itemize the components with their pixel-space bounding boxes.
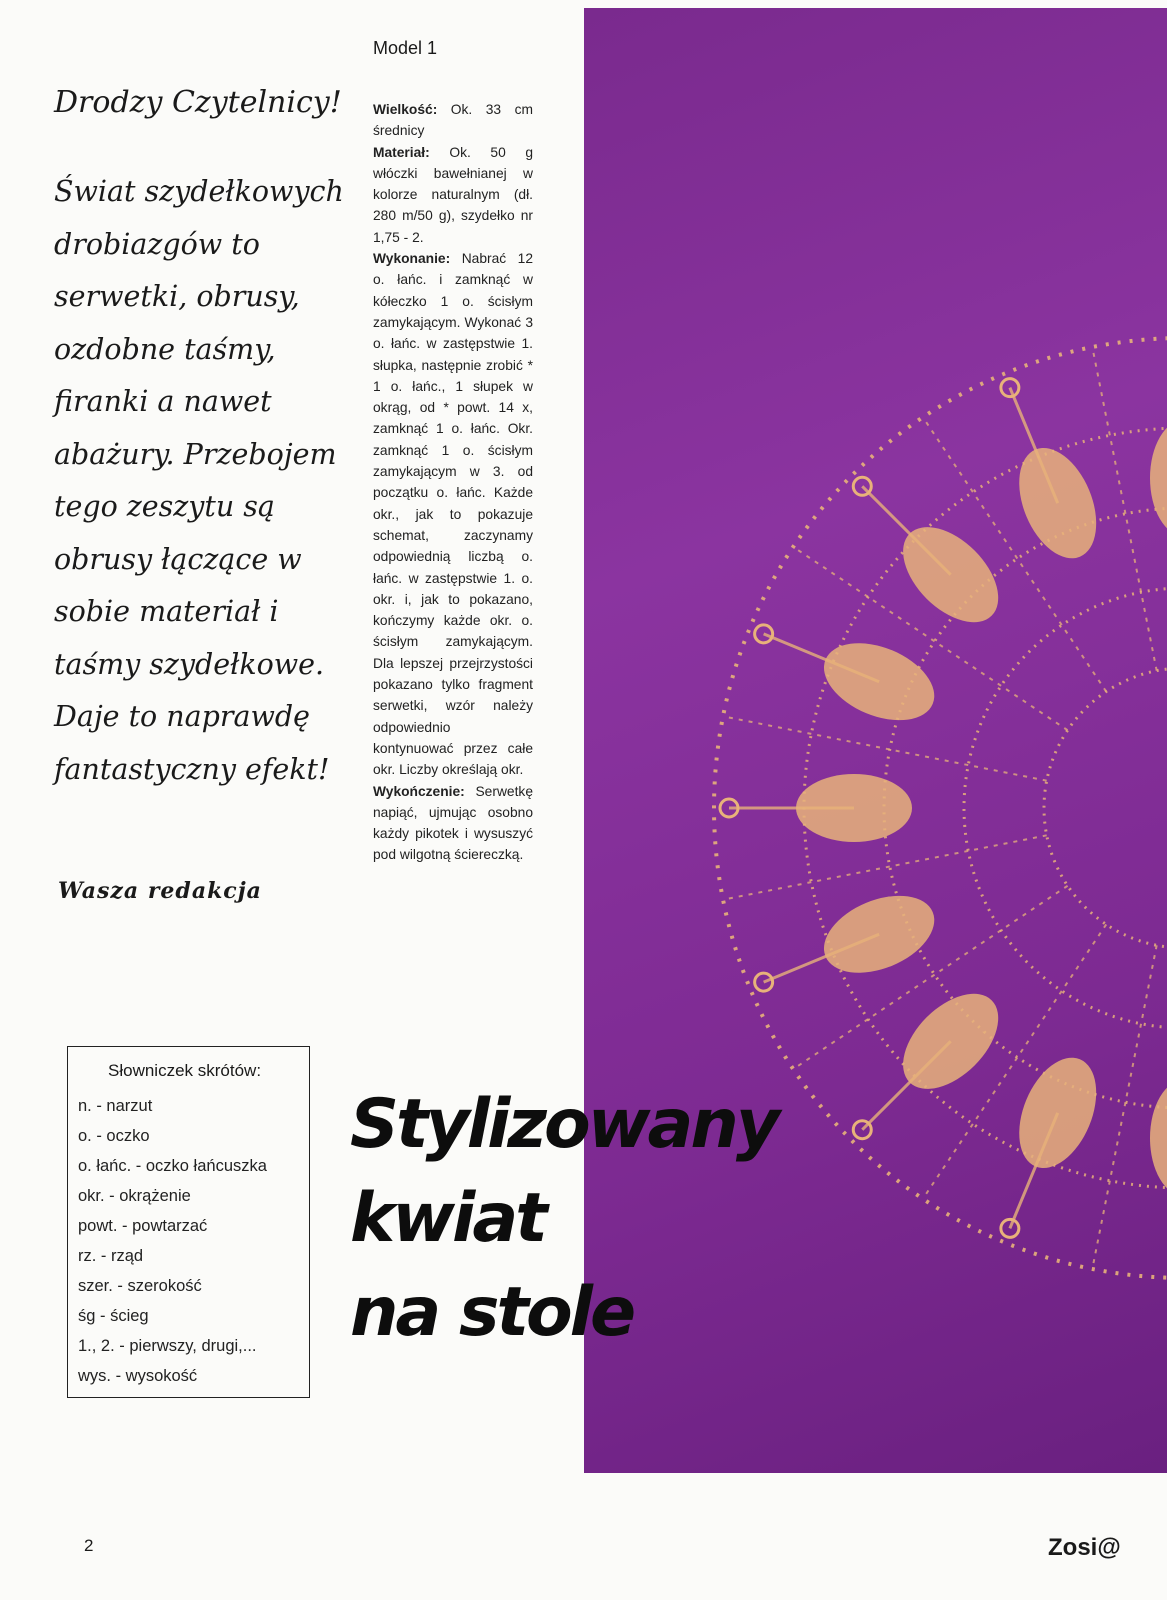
abbreviations-box — [67, 1046, 310, 1398]
editorial-body: Świat szydełkowych drobiazgów to serwetki, obrusy, ozdobne taśmy, firanki a nawet abażury. Przebojem tego zeszytu są obrusy łączące w sobie materiał i taśmy szydełkowe. Daje to naprawdę fantastyczny efekt! — [54, 175, 344, 786]
execution-label: Wykonanie: — [373, 251, 451, 267]
article-headline — [350, 1078, 777, 1360]
pattern-instructions — [373, 38, 533, 866]
watermark: Zosi@ — [1048, 1534, 1121, 1561]
glossary-item: rz. - rząd — [78, 1247, 144, 1265]
size-text: Ok. 33 cm średnicy — [373, 102, 533, 139]
glossary-item: śg - ścieg — [78, 1307, 149, 1325]
glossary-item: o. łańc. - oczko łańcuszka — [78, 1157, 267, 1175]
glossary-item: wys. - wysokość — [78, 1367, 198, 1385]
finishing-label: Wykończenie: — [373, 783, 465, 799]
glossary-item: okr. - okrążenie — [78, 1187, 191, 1205]
headline-line-1: Stylizowany — [350, 1085, 778, 1164]
glossary-list — [78, 1091, 309, 1391]
pattern-text — [373, 99, 533, 866]
glossary-item: 1., 2. - pierwszy, drugi,... — [78, 1337, 257, 1355]
headline-line-3: na stole — [350, 1273, 634, 1352]
execution-text: Nabrać 12 o. łańc. i zamknąć w kółeczko 1 o. ścisłym zamykającym. Wykonać 3 o. łańc. w zastępstwie 1. słupka, następnie zrobić * 1 o. łańc., 1 słupek w okrąg, od * powt. 14 x, zamknąć 1 o. łańc. Okr. zamknąć 1 o. ścisłym zamykającym w 3. od początku o. łańc. Każde okr., jak to pokazuje schemat, zaczynamy odpowiednią liczbą o. łańc. w zastępstwie 1. o. okr. i, jak to pokazano, kończymy każde okr. o. ścisłym zamykającym. Dla lepszej przejrzystości pokazano tylko fragment serwetki, wzór należy odpowiednio kontynuować przez całe okr. Liczby określają okr. — [373, 251, 533, 778]
glossary-item: n. - narzut — [78, 1097, 153, 1115]
material-label: Materiał: — [373, 144, 430, 160]
page-number: 2 — [84, 1536, 94, 1555]
editorial-note — [54, 84, 344, 796]
finishing-text: Serwetkę napiąć, ujmując osobno każdy pikotek i wysuszyć pod wilgotną ściereczką. — [373, 783, 533, 863]
glossary-item: szer. - szerokość — [78, 1277, 202, 1295]
editorial-title: Drodzy Czytelnicy! — [54, 85, 342, 120]
material-text: Ok. 50 g włóczki bawełnianej w kolorze naturalnym (dł. 280 m/50 g), szydełko nr 1,75 - 2. — [373, 144, 533, 245]
glossary-item: o. - oczko — [78, 1127, 150, 1145]
headline-line-2: kwiat — [350, 1179, 545, 1258]
glossary-title: Słowniczek skrótów: — [108, 1061, 262, 1080]
glossary-item: powt. - powtarzać — [78, 1217, 208, 1235]
model-title: Model 1 — [373, 38, 438, 58]
size-label: Wielkość: — [373, 102, 438, 117]
editorial-signature: Wasza redakcja — [58, 878, 262, 904]
